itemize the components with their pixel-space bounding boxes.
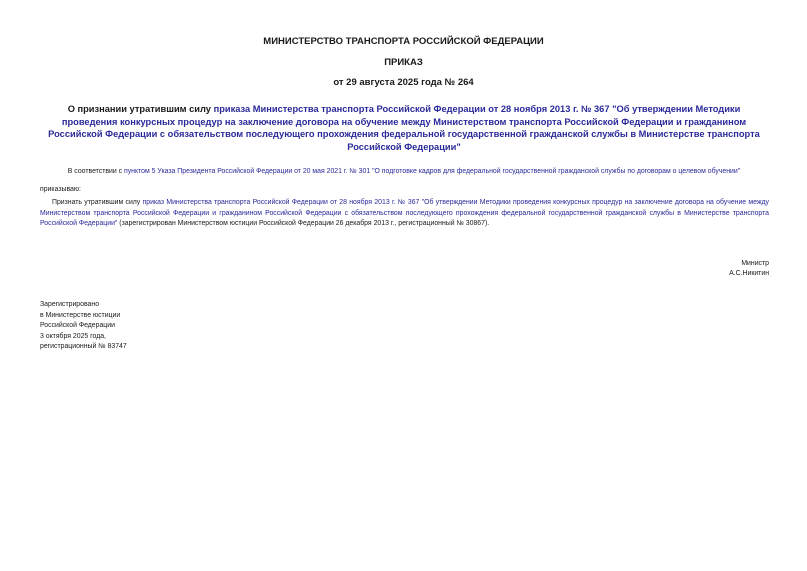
registration-line: Зарегистрировано	[40, 301, 100, 308]
signature-position: Министр	[741, 260, 769, 267]
body-prefix: Признать утратившим силу	[52, 199, 143, 206]
legal-basis	[40, 167, 768, 176]
order-body	[40, 198, 769, 230]
basis-decree-link[interactable]: пунктом 5 Указа Президента Российской Федерации от 20 мая 2021 г. № 301 "О подготовке кадров для федеральной государственной гражданской службы по договорам о целевом обучении"	[124, 168, 741, 175]
title-order-link[interactable]: приказа Министерства транспорта Российской Федерации от 28 ноября 2013 г. № 367 "Об утверждении Методики проведения конкурсных процедур на заключение договора на обучение между Министерством транспорта Российской Федерации и гражданином Российской Федерации с обязательством последующего прохождения федеральной государственной гражданской службы в Министерстве транспорта Российской Федерации"	[48, 104, 760, 152]
basis-prefix: В соответствии с	[67, 168, 124, 175]
document-type: ПРИКАЗ	[384, 57, 423, 68]
registration-line: 3 октября 2025 года,	[40, 332, 106, 340]
ministry-heading: МИНИСТЕРСТВО ТРАНСПОРТА РОССИЙСКОЙ ФЕДЕРАЦИИ	[263, 36, 544, 47]
signature-name: А.С.Никитин	[729, 270, 769, 277]
document-title	[40, 103, 768, 153]
ordering-word: приказываю:	[40, 186, 81, 193]
registration-line: Российской Федерации	[40, 322, 115, 329]
body-order-link[interactable]: приказ Министерства транспорта Российской Федерации от 28 ноября 2013 г. № 367 "Об утверждении Методики проведения конкурсных процедур на заключение договора на обучение между Министерством транспорта Российской Федерации и гражданином Российской Федерации с обязательством последующего прохождения федеральной государственной гражданской службы в Министерстве транспорта Российской Федерации"	[40, 199, 769, 227]
title-prefix: О признании утратившим силу	[67, 104, 214, 114]
registration-line: в Министерстве юстиции	[40, 311, 121, 319]
registration-line: регистрационный № 83747	[40, 343, 127, 350]
body-suffix: (зарегистрирован Министерством юстиции Российской Федерации 26 декабря 2013 г., регистрационный № 30867).	[117, 220, 490, 227]
document-date-number: от 29 августа 2025 года № 264	[333, 77, 474, 88]
registration-block	[40, 300, 127, 353]
